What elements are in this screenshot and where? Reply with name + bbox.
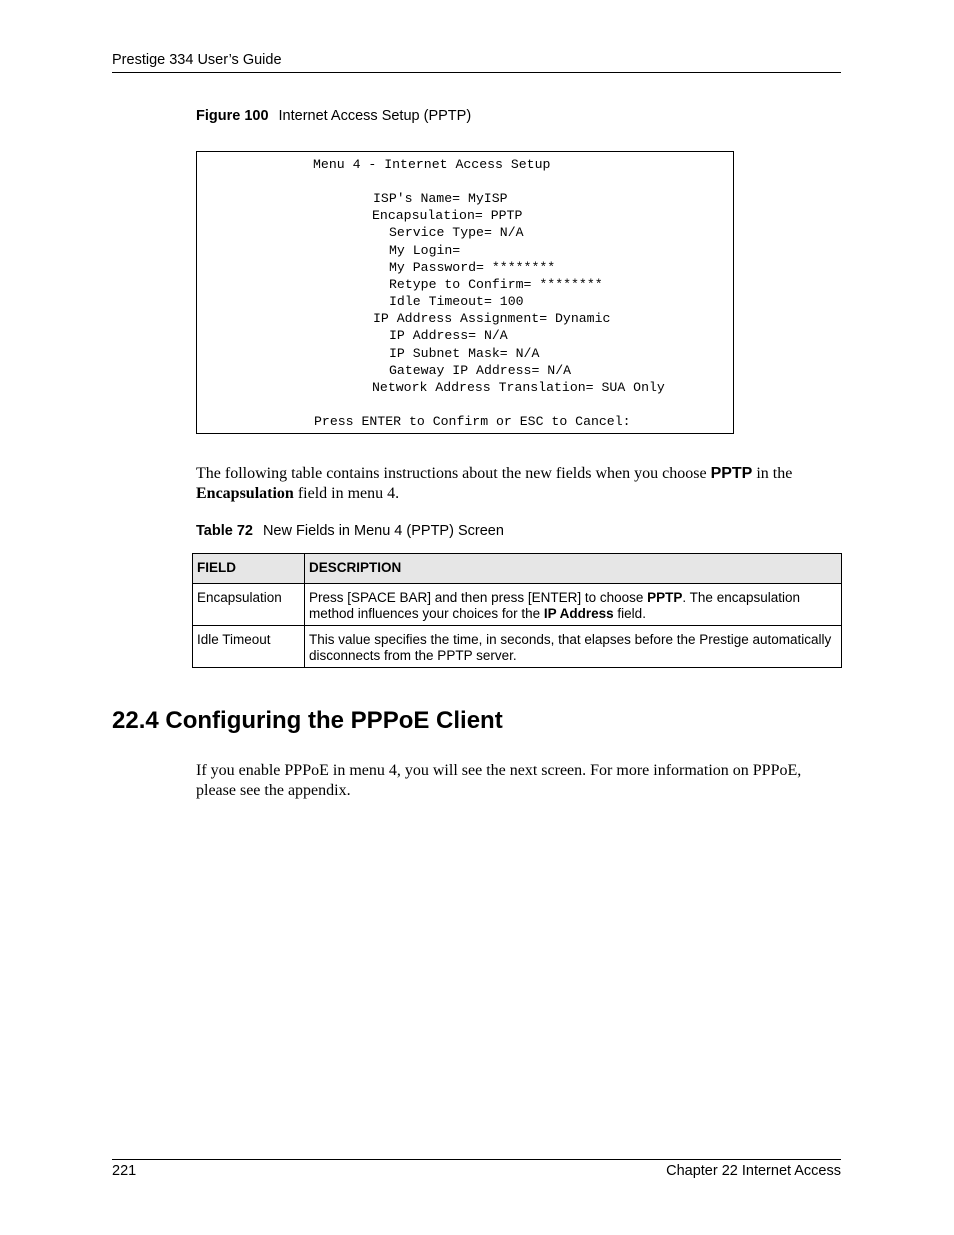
terminal-line: IP Address Assignment= Dynamic [373,311,611,326]
desc-text: field. [613,605,646,621]
section-heading: 22.4 Configuring the PPPoE Client [112,707,503,734]
table-row [193,584,842,626]
terminal-screen [196,151,734,434]
figure-title: Internet Access Setup (PPTP) [278,108,472,124]
intro-text: in the [752,465,793,482]
description-cell [305,584,842,626]
chapter-title: Chapter 22 Internet Access [666,1163,841,1179]
desc-bold: IP Address [543,605,614,621]
terminal-line: Press ENTER to Confirm or ESC to Cancel: [314,414,631,429]
terminal-line: IP Subnet Mask= N/A [389,346,540,361]
intro-text: field in menu 4. [293,485,400,502]
terminal-line: IP Address= N/A [389,328,508,343]
description-cell: This value specifies the time, in seconds, that elapses before the Prestige automatically disconnects from the PPTP server. [305,626,842,668]
terminal-line: ISP's Name= MyISP [373,191,508,206]
terminal-line: Idle Timeout= 100 [389,294,524,309]
terminal-line: Service Type= N/A [389,225,524,240]
page-footer [112,1159,841,1184]
page-header [112,52,841,73]
intro-encapsulation: Encapsulation [196,485,294,502]
table-header-row [193,554,842,584]
table-row [193,626,842,668]
figure-label: Figure 100 [196,108,269,124]
table-title: New Fields in Menu 4 (PPTP) Screen [262,523,504,539]
terminal-line: Network Address Translation= SUA Only [372,380,665,395]
terminal-line: My Password= ******** [389,260,556,275]
intro-pptp: PPTP [710,465,753,482]
page-number: 221 [112,1163,137,1179]
desc-bold: PPTP [647,590,683,605]
header-field: FIELD [193,554,305,584]
intro-text: The following table contains instructions about the new fields when you choose [196,465,711,482]
fields-table [192,553,842,668]
terminal-line: Retype to Confirm= ******** [389,277,603,292]
terminal-line: Menu 4 - Internet Access Setup [313,157,551,172]
terminal-line: Encapsulation= PPTP [372,208,523,223]
figure-caption [196,108,471,124]
field-cell: Idle Timeout [193,626,305,668]
header-description: DESCRIPTION [305,554,842,584]
terminal-line: My Login= [389,243,461,258]
desc-text: Press [SPACE BAR] and then press [ENTER] to choose [309,590,648,605]
intro-paragraph [196,464,844,504]
table-label: Table 72 [196,523,253,539]
header-title: Prestige 334 User’s Guide [112,52,282,68]
terminal-line: Gateway IP Address= N/A [389,363,572,378]
desc-text: . The encapsulation method influences your choices for the [309,590,801,621]
field-cell: Encapsulation [193,584,305,626]
table-caption [196,523,504,539]
section-body: If you enable PPPoE in menu 4, you will see the next screen. For more information on PPPoE, please see the appendix. [196,762,802,799]
